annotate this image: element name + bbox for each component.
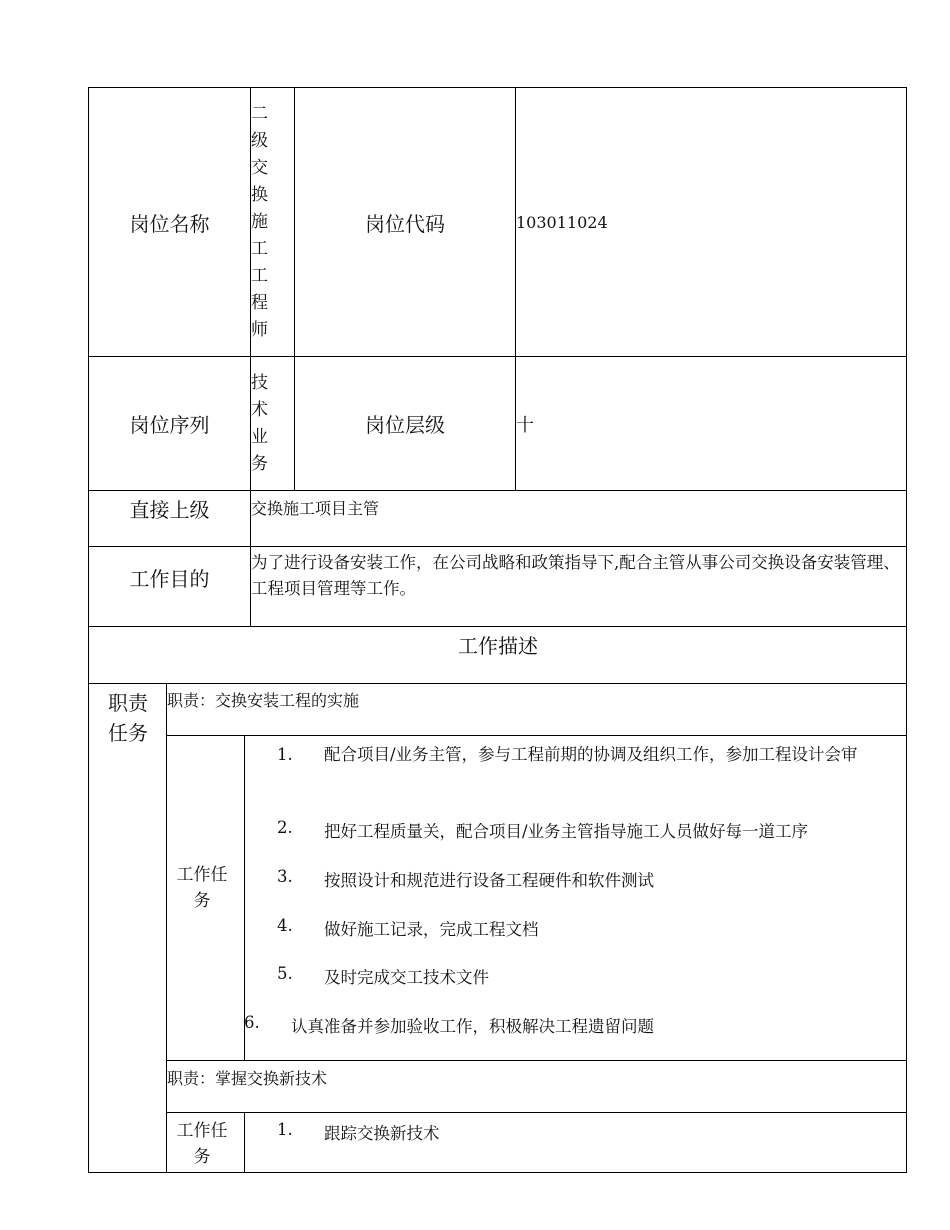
task-number: 1. <box>277 745 293 764</box>
post-sequence-value: 技术业务 <box>251 372 268 474</box>
task-number: 4. <box>277 916 293 935</box>
task-number: 6. <box>244 1013 260 1032</box>
purpose-label: 工作目的 <box>129 566 210 591</box>
task-label: 工作任务 <box>176 1121 228 1167</box>
post-level-label: 岗位层级 <box>365 413 445 437</box>
task-number: 5. <box>277 964 293 983</box>
column-divider <box>166 683 167 1173</box>
task-item <box>277 742 892 768</box>
post-code-value: 103011024 <box>516 212 608 232</box>
task-text: 把好工程质量关，配合项目/业务主管指导施工人员做好每一道工序 <box>324 822 809 841</box>
row-divider <box>166 1060 907 1061</box>
post-name-label: 岗位名称 <box>129 211 210 236</box>
column-divider <box>244 735 245 1060</box>
column-divider <box>244 1112 245 1173</box>
duty-section-label: 职责任务 <box>108 691 148 745</box>
task-text: 配合项目/业务主管，参与工程前期的协调及组织工作，参加工程设计会审 <box>324 745 858 764</box>
superior-label: 直接上级 <box>129 497 210 522</box>
description-title: 工作描述 <box>458 633 538 658</box>
task-label: 工作任务 <box>176 865 228 911</box>
duty-title: 职责：掌握交换新技术 <box>167 1069 328 1088</box>
post-level-value: 十 <box>516 414 534 436</box>
superior-value: 交换施工项目主管 <box>251 499 380 518</box>
row-divider <box>88 683 907 684</box>
duty-title: 职责：交换安装工程的实施 <box>167 691 360 710</box>
row-divider <box>166 1112 907 1113</box>
task-text: 认真准备并参加验收工作，积极解决工程遗留问题 <box>291 1017 654 1036</box>
task-text: 跟踪交换新技术 <box>324 1124 440 1143</box>
post-sequence-label: 岗位序列 <box>129 413 210 437</box>
task-text: 按照设计和规范进行设备工程硬件和软件测试 <box>324 871 654 890</box>
row-divider <box>166 735 907 736</box>
task-number: 3. <box>277 867 293 886</box>
task-number: 1. <box>277 1120 293 1139</box>
post-name-value: 二级交换施工工程师 <box>251 103 268 340</box>
purpose-value: 为了进行设备安装工作，在公司战略和政策指导下,配合主管从事公司交换设备安装管理、工程项目管理等工作。 <box>251 553 900 598</box>
post-code-label: 岗位代码 <box>365 211 445 236</box>
task-number: 2. <box>277 818 293 837</box>
task-text: 做好施工记录，完成工程文档 <box>324 920 539 939</box>
task-text: 及时完成交工技术文件 <box>324 968 489 987</box>
